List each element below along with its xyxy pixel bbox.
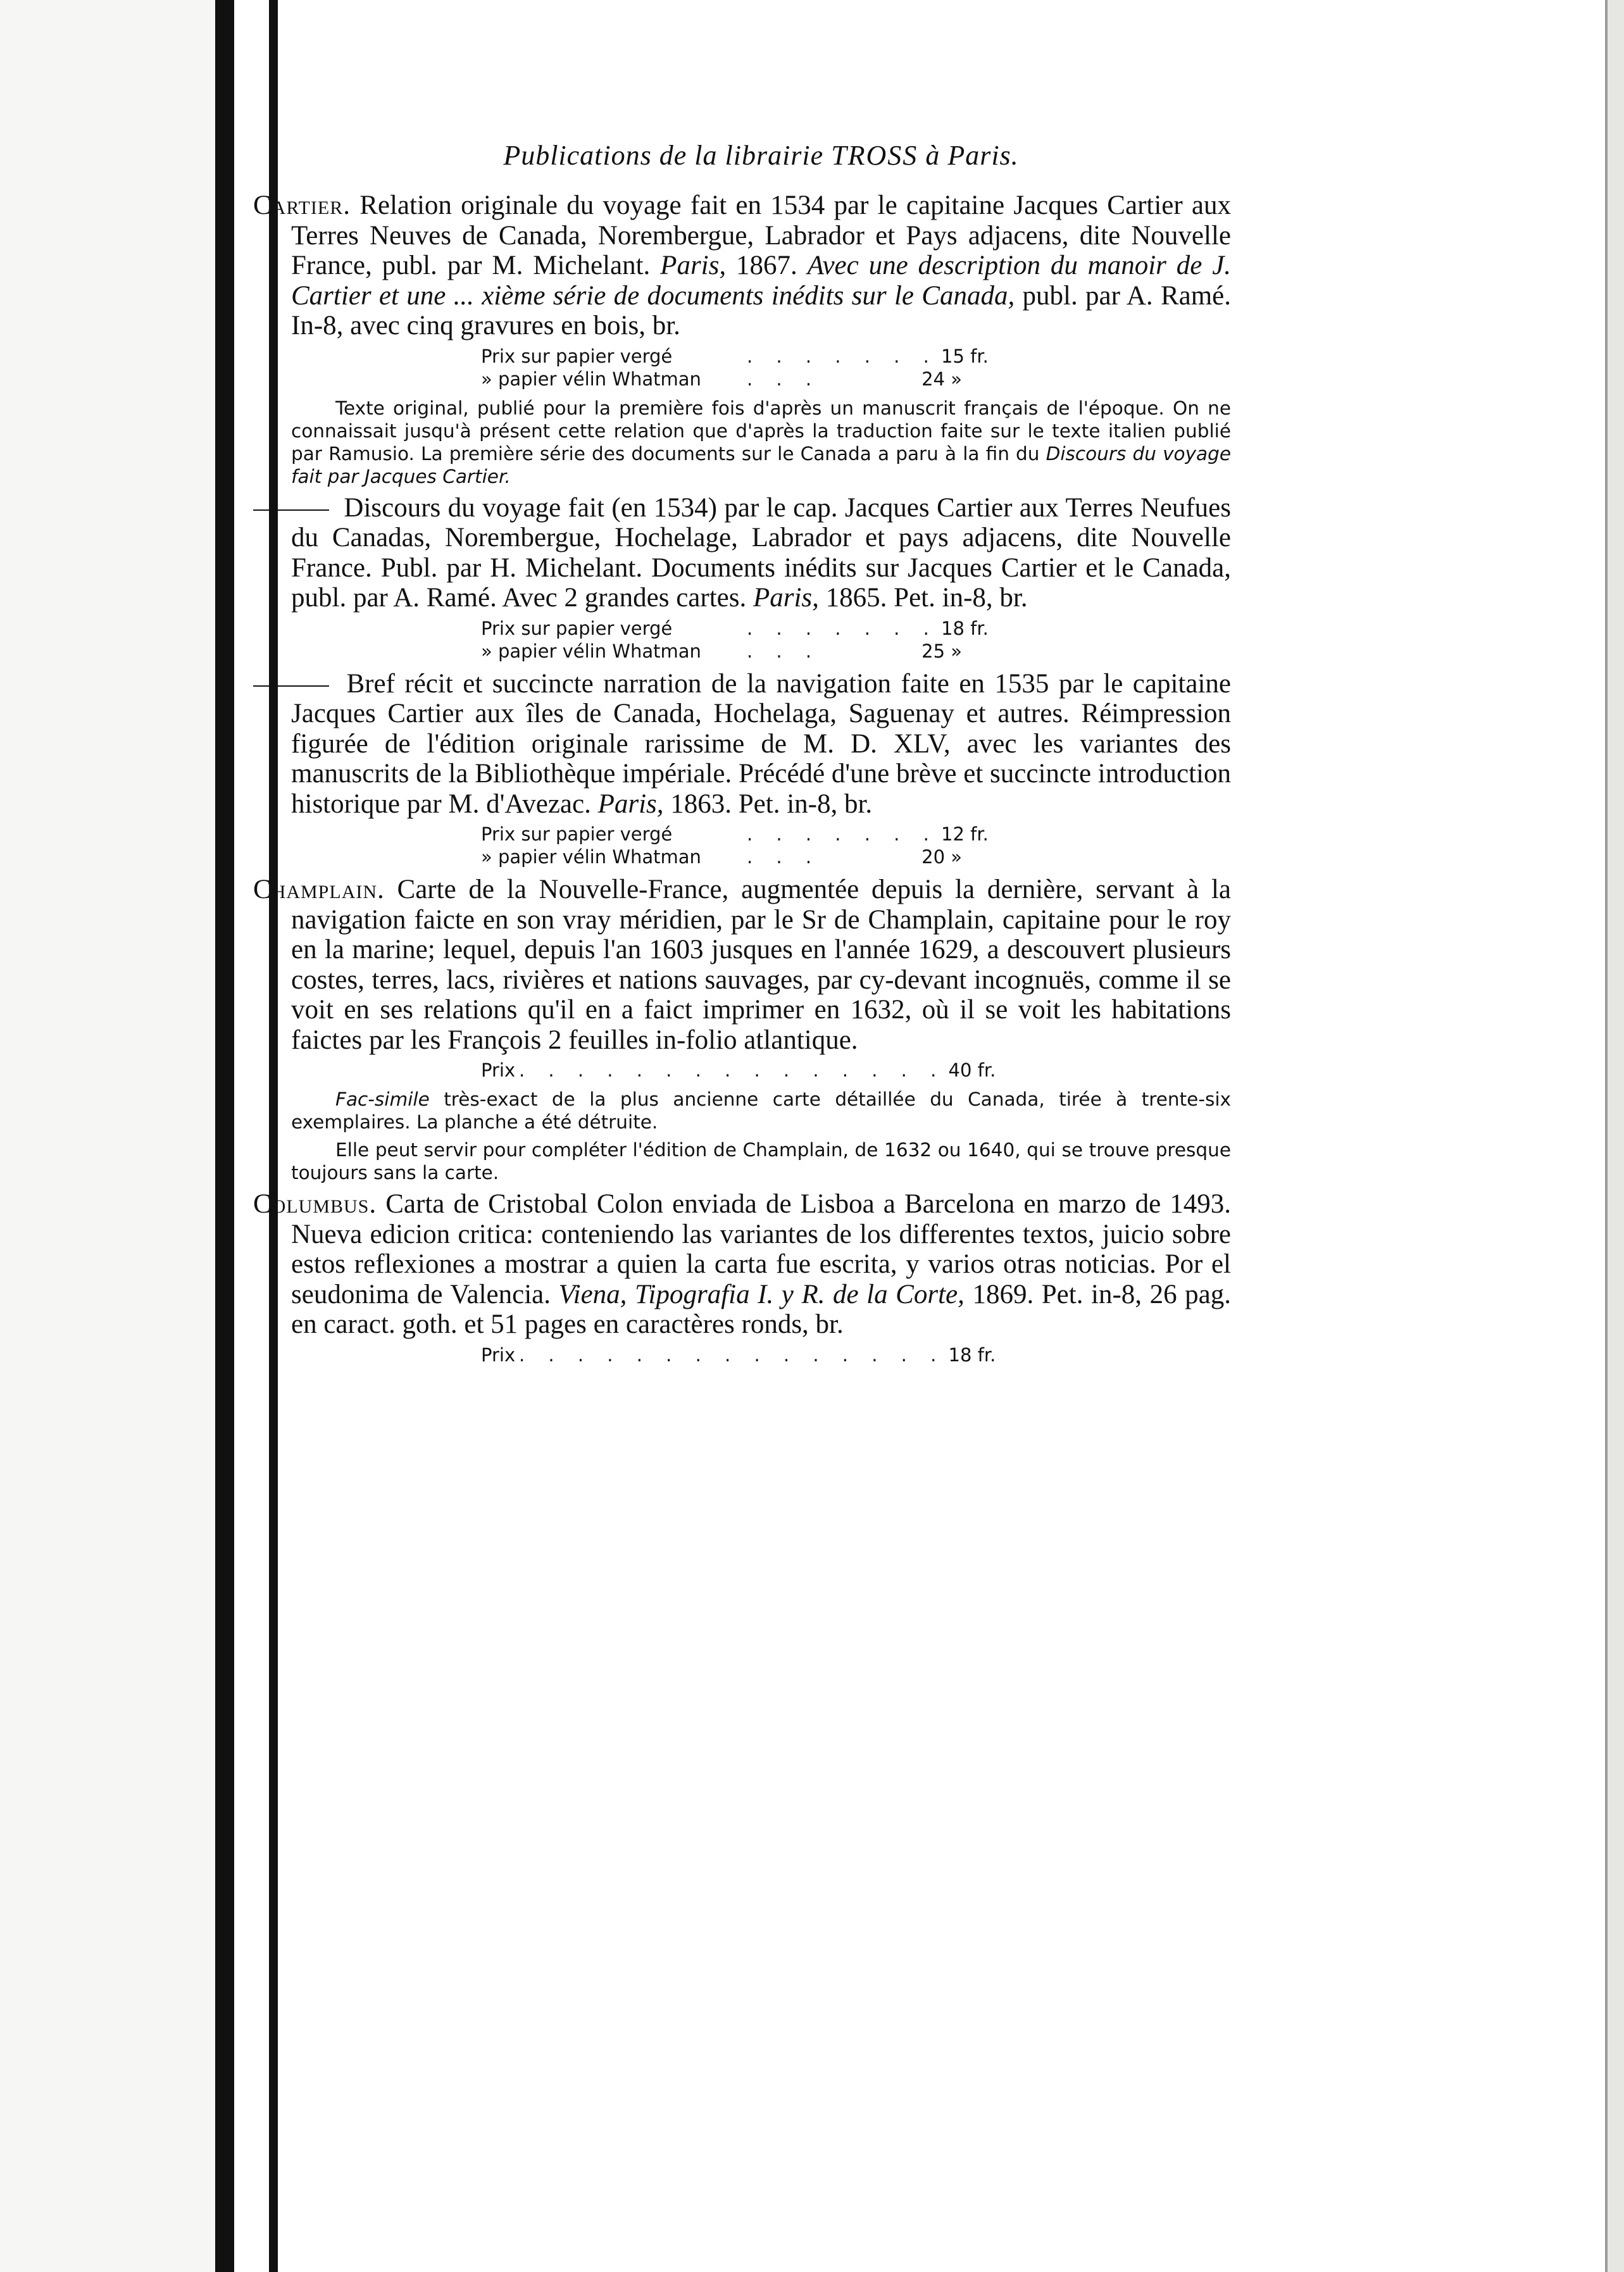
entry-text: Bref récit et succincte narration de la navigation faite en 1535 par le capitaine Jacques Cartier aux îles de Canada, Hochelaga, Saguenay et autres. Réimpression figurée de l'édition originale rarissime de M. D. XLV, avec les variantes des manuscrits de la Bibliothèque impériale. Précédé d'une brève et succincte introduction historique par M. d'Avezac. — [291, 668, 1231, 819]
price-row — [481, 823, 1231, 846]
price-label: Prix — [481, 1059, 516, 1081]
entry-tail: 1869. Pet. in-8, 26 pag. en caract. goth. et 51 pages en caractères ronds, br. — [291, 1279, 1231, 1339]
note-italic: Discours du voyage fait par Jacques Cartier. — [291, 442, 1231, 487]
ditto-dash — [253, 509, 329, 511]
price-dots: . . . — [747, 846, 821, 868]
entry-head: Columbus. — [253, 1189, 377, 1219]
price-row — [481, 1344, 1231, 1366]
price-row — [481, 368, 1231, 390]
entry-note — [291, 1139, 1231, 1184]
entry-place: Paris, — [753, 583, 819, 613]
price-dots: . . . . . . . . . . . . . . . — [519, 1059, 946, 1081]
entry-tail: 1865. Pet. in-8, br. — [825, 583, 1028, 613]
note-italic: Fac-simile — [335, 1089, 430, 1110]
entry-tail: 1863. Pet. in-8, br. — [670, 789, 873, 819]
price-list — [481, 1059, 1231, 1082]
price-label: Prix sur papier vergé — [481, 345, 673, 367]
price-label: Prix — [481, 1344, 516, 1366]
price-row — [481, 345, 1231, 368]
running-head-suffix: à Paris. — [925, 140, 1019, 171]
entry-place: Paris, — [660, 251, 727, 280]
price-value: 18 fr. — [948, 1344, 996, 1366]
price-value: 24 » — [921, 368, 962, 390]
price-value: 20 » — [921, 846, 962, 868]
price-dots: . . . — [747, 368, 821, 390]
price-label: » papier vélin Whatman — [481, 640, 701, 662]
entry-head: Cartier. — [253, 190, 351, 220]
note-text: Texte original, publié pour la première fois d'après un manuscrit français de l'époque. On ne connaissait jusqu'à présent cette relation que d'après la traduction faite sur le texte italien publié par Ramusio. La première série des documents sur le Canada a paru à la fin du — [291, 397, 1231, 465]
left-facing-page — [0, 0, 215, 2272]
entry-text: Relation originale du voyage fait en 1534 par le capitaine Jacques Cartier aux Terres Neuves de Canada, Norembergue, Labrador et Pays adjacens, dite Nouvelle France, publ. par M. Michelant. — [291, 190, 1232, 280]
page-edge — [1608, 0, 1624, 2272]
entry-note — [291, 1088, 1231, 1133]
entry-text: Discours du voyage fait (en 1534) par le cap. Jacques Cartier aux Terres Neufues du Canadas, Norembergue, Hochelage, Labrador et pays adjacens, dite Nouvelle France. Publ. par H. Michelant. Documents inédits sur Jacques Cartier et le Canada, publ. par A. Ramé. Avec 2 grandes cartes. — [291, 492, 1231, 613]
entry-tail: publ. par A. Ramé. In-8, avec cinq gravures en bois, br. — [291, 280, 1232, 340]
price-row — [481, 617, 1231, 640]
price-list — [481, 617, 1231, 663]
price-label: » papier vélin Whatman — [481, 846, 701, 868]
entry-year: 1867. — [735, 251, 797, 280]
price-list — [481, 823, 1231, 868]
entry-cartier-bref-recit — [253, 669, 1231, 820]
price-dots: . . . . . . . — [747, 823, 938, 845]
entry-text: Carte de la Nouvelle-France, augmentée depuis la dernière, servant à la navigation faicte en son vray méridien, par le Sr de Champlain, capitaine pour le roy en la marine; lequel, depuis l'an 1603 jusques en l'année 1629, a descouvert plusieurs costes, terres, lacs, rivières et nations sauvages, par cy-devant incognuës, comme il se voit en ses relations qu'il en a faict imprimer en 1632, où il se voit les habitations faictes par les François 2 feuilles in-folio atlantique. — [291, 875, 1231, 1055]
entry-note — [291, 397, 1231, 488]
entry-cartier-relation — [253, 190, 1231, 341]
price-label: Prix sur papier vergé — [481, 823, 673, 845]
running-head-prefix: Publications de la librairie — [503, 140, 824, 171]
price-value: 12 fr. — [941, 823, 989, 845]
price-dots: . . . . . . . . . . . . . . . — [519, 1344, 946, 1366]
price-dots: . . . . . . . — [747, 345, 938, 367]
price-dots: . . . . . . . — [747, 617, 938, 639]
price-value: 15 fr. — [941, 345, 989, 367]
running-head — [291, 139, 1231, 172]
entry-place: Paris, — [597, 789, 664, 819]
entry-italic-title: Avec une description du manoir de J. Cartier et une ... xième série de documents inédits sur le Canada, — [291, 251, 1232, 311]
page-content — [253, 139, 1231, 1373]
price-value: 25 » — [921, 640, 962, 662]
note-text: Elle peut servir pour compléter l'édition de Champlain, de 1632 ou 1640, qui se trouve presque toujours sans la carte. — [291, 1139, 1231, 1183]
price-value: 18 fr. — [941, 617, 989, 639]
price-list — [481, 345, 1231, 390]
price-row — [481, 640, 1231, 663]
price-label: » papier vélin Whatman — [481, 368, 701, 390]
entry-columbus — [253, 1189, 1231, 1340]
price-row — [481, 846, 1231, 868]
price-value: 40 fr. — [948, 1059, 996, 1081]
entry-champlain — [253, 875, 1231, 1055]
price-row — [481, 1059, 1231, 1082]
ditto-dash — [253, 685, 329, 687]
entry-head: Champlain. — [253, 875, 385, 904]
note-text: très-exact de la plus ancienne carte détaillée du Canada, tirée à trente-six exemplaires. La planche a été détruite. — [291, 1089, 1231, 1133]
entry-cartier-discours — [253, 493, 1231, 613]
binding-shadow — [215, 0, 234, 2272]
entry-place: Viena, Tipografia I. y R. de la Corte, — [558, 1279, 965, 1309]
price-label: Prix sur papier vergé — [481, 617, 673, 639]
price-dots: . . . — [747, 640, 821, 662]
entry-text: Carta de Cristobal Colon enviada de Lisboa a Barcelona en marzo de 1493. Nueva edicion critica: conteniendo las variantes de los differentes textos, juicio sobre estos reflexiones a mostrar a quien la carta fue escrita, y varios otras noticias. Por el seudonima de Valencia. — [291, 1189, 1232, 1309]
running-head-name: TROSS — [831, 140, 918, 171]
price-list — [481, 1344, 1231, 1366]
